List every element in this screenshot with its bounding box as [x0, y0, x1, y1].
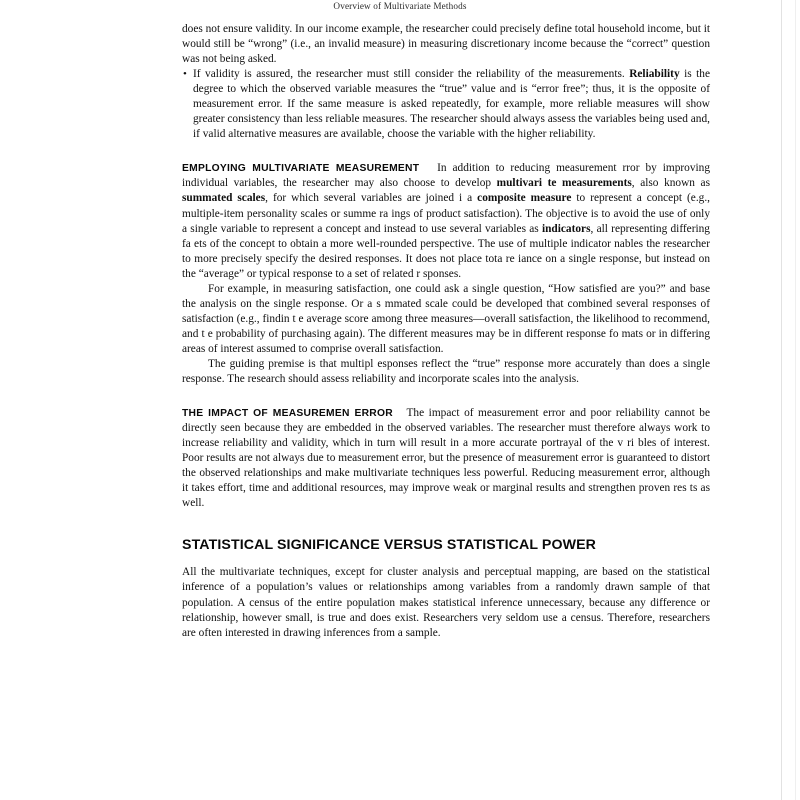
- employing-p1-part1: [419, 162, 437, 174]
- page-content: [182, 22, 710, 641]
- impact-p1-text: The impact of measurement error and poor reliability cannot be directly seen because they are embedded in the observed variables. The researcher must therefore always work to increase reliability and validity, which in turn will result in a more accurate portrayal of the v ri bles of interest. Poor results are not always due to measurement error, but the presence of measurement error is guaranteed to distort the observed relationships and make multivariate techniques less powerful. Reducing measurement error, although it takes effort, time and additional resources, may improve weak or marginal results and strengthen proven res ts as well.: [182, 407, 710, 510]
- runin-heading-impact-of-measurement-error: THE IMPACT OF MEASUREMEN ERROR: [182, 408, 393, 420]
- employing-p1-text2: , also known as: [631, 177, 710, 190]
- bullet-list: [182, 67, 710, 142]
- bullet-rest-text: is the degree to which the observed variable measures the “true” value and is “error free”; thus, it is the opposite of measurement error. If the same measure is asked repeatedly, for example, more reliable measures will show greater consistency than less reliable measures. The researcher should always assess the variables being used and, if valid alternative measures are available, choose the variable with the higher reliability.: [193, 68, 710, 141]
- page-edge-line-outer: [795, 0, 796, 800]
- spacer: [182, 387, 710, 406]
- bold-term-reliability: Reliability: [629, 68, 680, 81]
- spacer: [182, 511, 710, 537]
- list-item: [182, 67, 710, 142]
- bold-term-multivariate-measurements: multivari te measurements: [496, 177, 632, 190]
- impact-measurement-error-paragraph: [182, 406, 710, 511]
- spacer: [182, 553, 710, 565]
- employing-p1-text3: , for which several variables are joined i a: [265, 192, 478, 205]
- statistical-section-paragraph-1: All the multivariate techniques, except for cluster analysis and perceptual mapping, are based on the statistical inference of a population’s values or relationships among variables from a randomly drawn sample of that population. A census of the entire population makes statistical inference unnecessary, because any difference or relationship, however small, is true and does exist. Researchers very seldom use a census. Therefore, researchers are often interested in drawing inferences from a sample.: [182, 566, 710, 639]
- bold-term-indicators: indicators: [541, 222, 591, 235]
- running-header: Overview of Multivariate Methods: [333, 1, 467, 11]
- bullet-lead-text: If validity is assured, the researcher must still consider the reliability of the measurements.: [193, 68, 630, 81]
- impact-heading-gap: [393, 407, 407, 419]
- employing-measurement-paragraph: [182, 161, 710, 281]
- employing-paragraph-2: For example, in measuring satisfaction, one could ask a single question, “How satisfied are you?” and base the analysis on the single response. Or a s mmated scale could be developed that combined several responses of satisfaction (e.g., findin t e average score among three measures—overall satisfaction, the likelihood to recommend, and t e probability of purchasing again). The different measures may be in different response fo mats or in differing areas of interest assumed to comprise overall satisfaction.: [182, 282, 710, 355]
- bold-term-composite-measure: composite measure: [477, 192, 572, 205]
- employing-paragraph-3: The guiding premise is that multipl esponses reflect the “true” response more accurately than does a single response. The research should assess reliability and incorporate scales into the analysis.: [182, 357, 710, 386]
- runin-heading-employing-multivariate-measurement: EMPLOYING MULTIVARIATE MEASUREMENT: [182, 163, 420, 175]
- spacer: [182, 142, 710, 161]
- employing-p1-text5: , all representing differing fa ets of the concept to obtain a more well-rounded perspective. The use of multiple indicator nables the researcher to more precisely specify the desired responses. It does not place tota re iance on a single response, but instead on the “average” or typical response to a set of related r sponses.: [182, 222, 710, 280]
- bold-term-summated-scales: summated scales: [182, 192, 266, 205]
- employing-p1-text4: to represent a concept (e.g., multiple-item personality scales or summe ra ings of product satisfaction). The objective is to avoid the use of only a single variable to represent a concept and instead to use several variables as: [182, 192, 711, 235]
- employing-p1-text1: In addition to reducing measurement rror by improving individual variables, the researcher may also choose to develop: [182, 162, 711, 190]
- bullet-icon: •: [183, 67, 187, 80]
- page-edge-line: [781, 0, 782, 800]
- paragraph-continued: does not ensure validity. In our income example, the researcher could precisely define total household income, but it would still be “wrong” (i.e., an invalid measure) in measuring discretionary income because the “correct” question was not being asked.: [182, 23, 710, 66]
- section-heading-statistical-significance-versus-statistical-power: STATISTICAL SIGNIFICANCE VERSUS STATISTICAL POWER: [182, 537, 596, 554]
